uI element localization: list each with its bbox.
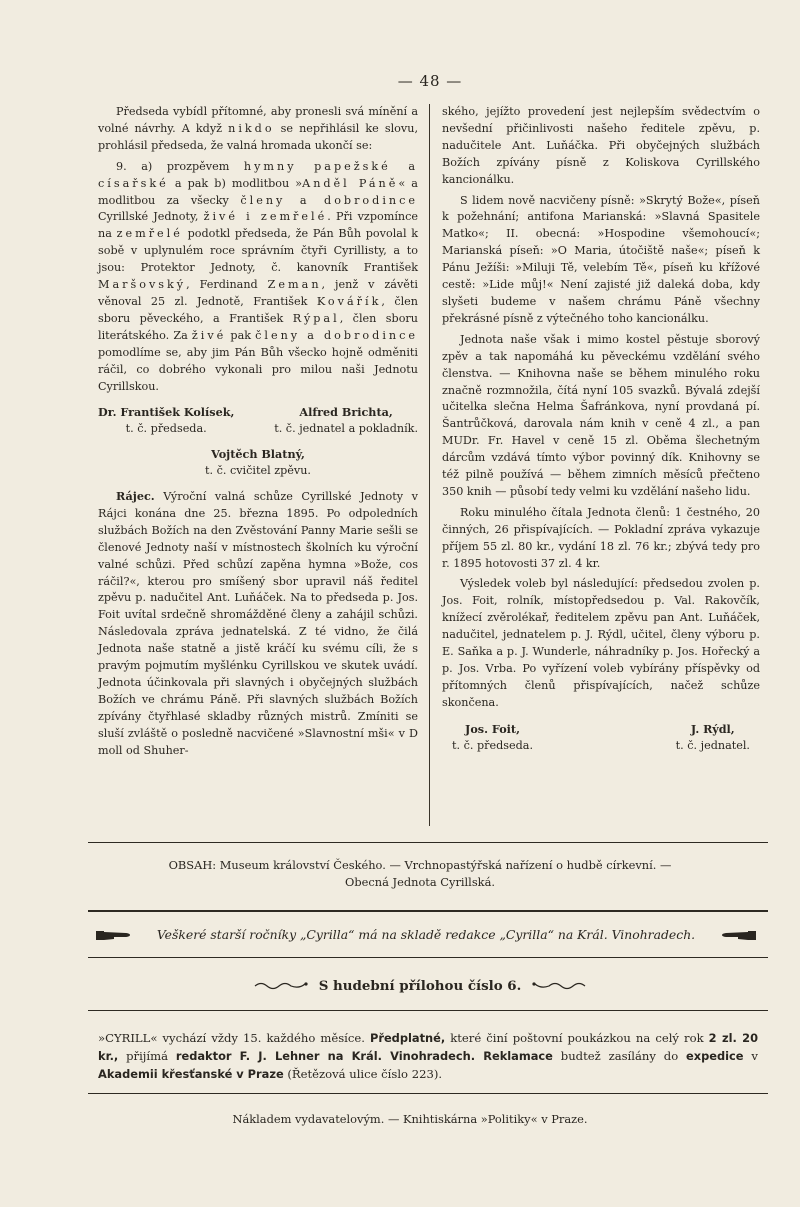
supplement-notice: S hudební přílohou číslo 6.: [200, 978, 640, 994]
column-divider: [429, 104, 430, 826]
prayer-paragraph: 9. a) prozpěvem hymny papežské a císařské a pak b) modlitbou »Anděl Páně« a modlitbou za všecky členy a dobrodince Cyrillské Jednoty, živé i zemřelé. Při vzpomínce na zemřelé podotkl předseda, že Pán Bůh povolal k sobě v uplynulém roce správním čtyři Cyrillisty, a to jsou: Protektor Jednoty, č. kanovník František Maršovský, Ferdinand Zeman, jenž v závěti věnoval 25 zl. Jednotě, František Kovářík, člen sboru pěveckého, a František Rýpal, člen sboru literátského. Za živé pak členy a dobrodince pomodlíme se, aby jim Pán Bůh všecko hojně odměniti ráčil, co dobrého vykonali pro milou naši Jednotu Cyrillskou.: [98, 159, 419, 393]
contents-box: OBSAH: Museum království Českého. — Vrchnopastýřská nařízení o hudbě církevní. — Obecná Jednota Cyrillská.: [168, 858, 672, 889]
right-paragraph-3: Jednota naše však i mimo kostel pěstuje sborový zpěv a tak napomáhá ku pěveckému vzdělání svého členstva. — Knihovna naše se během minulého roku značně rozmnožila, čítá nyní 105 svazků. Bývalá zdejší učitelka slečna Helma Šafránkova, nyní provdaná pí. Šantrůčková, darovala nám knih v ceně 4 zl., a pan MUDr. Fr. Havel v ceně 15 zl. Oběma šlechetným dárcům vzdává tímto výbor povinný dík. Knihovny se též pilně používá — během zimních měsíců přečteno 350 knih — působí tedy velmi ku vzdělání našeho lidu.: [442, 332, 760, 498]
divider-rule: [88, 842, 768, 843]
right-paragraph-4: Roku minulého čítala Jednota členů: 1 čestného, 20 činných, 26 přispívajících. — Pokladní zpráva vykazuje příjem 55 zl. 80 kr., vydání 18 zl. 76 kr.; zbývá tedy pro r. 1895 hotovosti 37 zl. 4 kr.: [442, 505, 760, 570]
divider-rule: [88, 1093, 768, 1094]
right-paragraph-1: ského, jejížto provedení jest nejlepším svědectvím o nevšední přičinlivosti našeho ředitele zpěvu, p. nadučitele Ant. Luňáčka. Při obyčejných službách Božích zpívány písně z Koliskova Cyrillského kancionálku.: [442, 105, 760, 186]
right-paragraph-2: S lidem nově nacvičeny písně: »Skrytý Bože«, píseň k požehnání; antifona Marianská: »Slavná Spasitele Matko«; II. obecná: »Hospodine všemohoucí«; Marianská píseň: »O Maria, útočiště naše«; píseň k Pánu Ježíši: »Miluji Tě, velebím Tě«, píseň ku křížové cestě: »Lide můj!« Není zajisté již daleká doba, kdy slyšeti budeme v našem chrámu Páně všechny překrásné písně z výtečného toho kancionálku.: [442, 193, 760, 325]
flourish-icon: [531, 979, 587, 993]
place-heading: Rájec.: [116, 489, 155, 504]
right-paragraph-5: Výsledek voleb byl následující: předsedou zvolen p. Jos. Foit, rolník, místopředsedou p. Val. Rakovčík, knížecí zvěrolékař, ředitelem zpěvu pan Ant. Luňáček, nadučitel, jednatelem p. J. Rýdl, učitel, členy výboru p. E. Saňka a p. J. Wunderle, náhradníky p. Jos. Hořecký a p. Jos. Vrba. Po vyřízení voleb vybírány příspěvky od přítomných členů přispívajících, načež schůze skončena.: [442, 577, 760, 709]
publication-info: »CYRILL« vychází vždy 15. každého měsíce. Předplatné, které činí poštovní poukázkou na celý rok 2 zl. 20 kr., přijímá redaktor F. J. Lehner na Král. Vinohradech. Reklamace budtež zasílány do expedice v Akademii křesťanské v Praze (Řetězová ulice číslo 223).: [98, 1031, 758, 1081]
divider-rule: [88, 910, 768, 912]
flourish-icon: [253, 979, 309, 993]
signature-chairman: Dr. František Kolísek, t. č. předseda.: [98, 405, 235, 436]
closing-paragraph: Předseda vybídl přítomné, aby pronesli svá mínění a volné návrhy. A když nikdo se nepřihlásil ke slovu, prohlásil předseda, že valná hromada ukončí se:: [98, 105, 419, 152]
signature-row-right: [442, 721, 760, 755]
printer-footer: Nákladem vydavatelovým. — Knihtiskárna »Politiky« v Praze.: [232, 1112, 588, 1126]
pointing-hand-icon: [720, 928, 756, 942]
divider-rule: [88, 957, 768, 958]
signature-secretary: Alfred Brichta, t. č. jednatel a pokladník.: [274, 405, 418, 436]
divider-rule: [88, 1010, 768, 1011]
right-column: [442, 104, 760, 755]
left-column: [98, 104, 418, 760]
signature-choirmaster: Vojtěch Blatný, t. č. cvičitel zpěvu.: [204, 447, 311, 478]
rajec-report-paragraph: Rájec. Výroční valná schůze Cyrillské Jednoty v Rájci konána dne 25. března 1895. Po odpoledních službách Božích na den Zvěstování Panny Marie sešli se členové Jednoty naší v místnostech školních ku výroční valné schůzi. Před schůzí zapěna hymna »Bože, cos ráčil?«, kterou pro smíšený sbor upravil náš ředitel zpěvu p. nadučitel Ant. Luňáček. Na to předseda p. Jos. Foit uvítal srdečně shromážděné členy a zahájil schůzi. Následovala zpráva jednatelská. Z té vidno, že čilá Jednota naše statně a jistě kráčí ku svému cíli, že s pravým pojmutím myšlénku Cyrillskou ve skutek uvádí. Jednota účinkovala při slavných i obyčejných službách Božích ve chrámu Páně. Při slavných službách Božích zpívány čtyřhlasé skladby různých mistrů. Zmíniti se sluší zvláště o posledně nacvičené »Slavnostní mši« v D moll od Shuher-: [98, 489, 418, 757]
page-number: — 48 —: [397, 72, 463, 90]
signature-foit: Jos. Foit, t. č. předseda.: [452, 721, 534, 752]
back-issues-notice: Veškeré starší ročníky „Cyrilla“ má na skladě redakce „Cyrilla“ na Král. Vinohradech.: [96, 927, 756, 942]
signature-row-left: [98, 404, 418, 438]
signature-rydl: J. Rýdl, t. č. jednatel.: [675, 721, 750, 752]
pointing-hand-icon: [96, 928, 132, 942]
